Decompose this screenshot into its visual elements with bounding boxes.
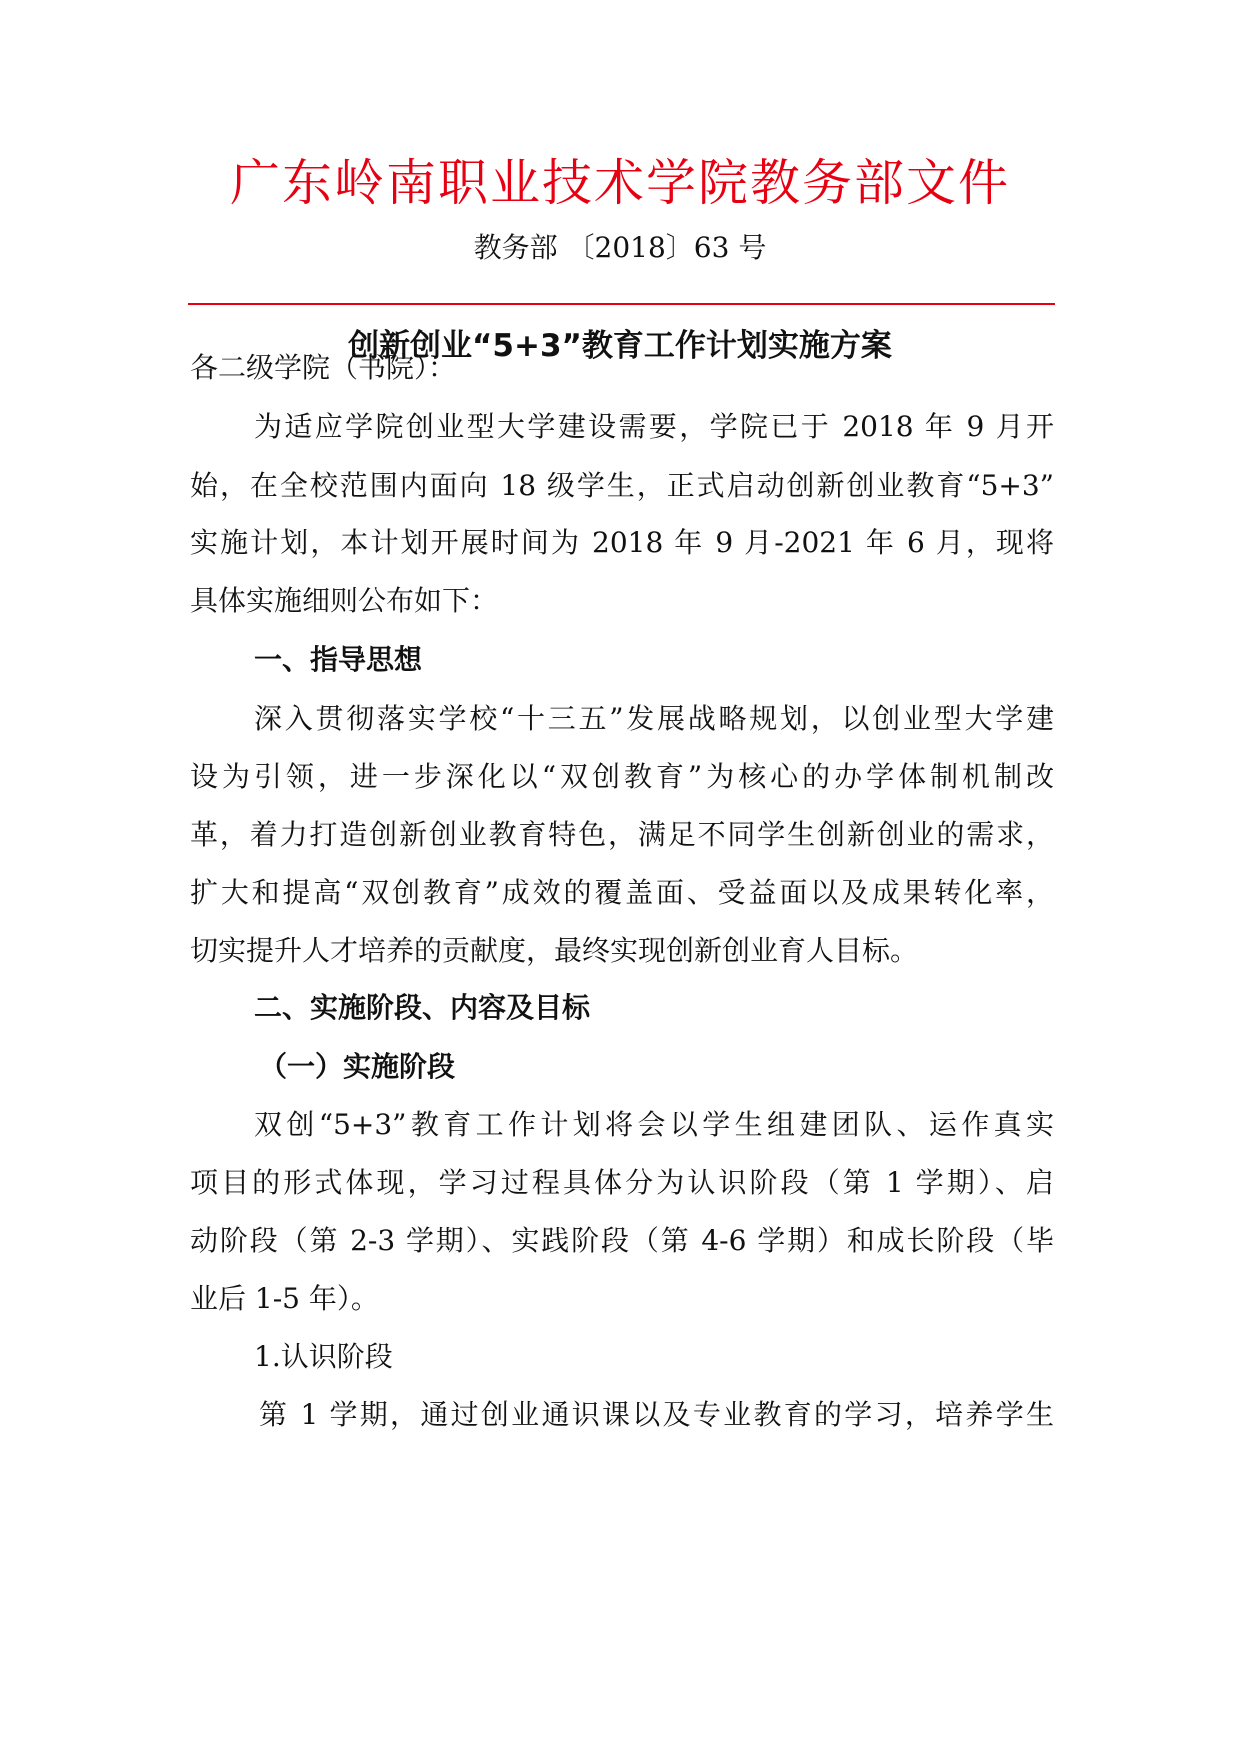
body-line: 项目的形式体现，学习过程具体分为认识阶段（第 1 学期）、启 xyxy=(190,1166,1054,1199)
intro-line: 具体实施细则公布如下： xyxy=(190,584,499,617)
intro-line: 实施计划，本计划开展时间为 2018 年 9 月-2021 年 6 月，现将 xyxy=(190,526,1054,559)
header-divider xyxy=(188,303,1055,305)
document-title: 创新创业“5+3”教育工作计划实施方案 xyxy=(348,328,892,364)
body-line: 深入贯彻落实学校“十三五”发展战略规划，以创业型大学建 xyxy=(254,702,1054,735)
document-header-title: 广东岭南职业技术学院教务部文件 xyxy=(230,154,1010,212)
body-line: 扩大和提高“双创教育”成效的覆盖面、受益面以及成果转化率， xyxy=(190,876,1054,909)
body-line: 革，着力打造创新创业教育特色，满足不同学生创新创业的需求， xyxy=(190,818,1054,851)
section-heading: 二、实施阶段、内容及目标 xyxy=(254,991,591,1024)
body-line: 动阶段（第 2-3 学期）、实践阶段（第 4-6 学期）和成长阶段（毕 xyxy=(190,1224,1054,1257)
addressee: 各二级学院（书院）： xyxy=(190,351,457,384)
body-line: 双创“5+3”教育工作计划将会以学生组建团队、运作真实 xyxy=(254,1108,1054,1141)
body-line: 第 1 学期，通过创业通识课以及专业教育的学习，培养学生 xyxy=(259,1398,1054,1431)
item-heading: 1.认识阶段 xyxy=(254,1340,393,1373)
body-line: 切实提升人才培养的贡献度，最终实现创新创业育人目标。 xyxy=(190,934,919,967)
body-line: 业后 1-5 年）。 xyxy=(190,1282,379,1315)
intro-line: 始，在全校范围内面向 18 级学生，正式启动创新创业教育“5+3” xyxy=(190,469,1054,502)
body-line: 设为引领，进一步深化以“双创教育”为核心的办学体制机制改 xyxy=(190,760,1054,793)
intro-line: 为适应学院创业型大学建设需要，学院已于 2018 年 9 月开 xyxy=(254,410,1054,443)
subsection-heading: （一）实施阶段 xyxy=(259,1050,456,1083)
document-number: 教务部 〔2018〕63 号 xyxy=(473,231,767,264)
section-heading: 一、指导思想 xyxy=(254,643,423,676)
